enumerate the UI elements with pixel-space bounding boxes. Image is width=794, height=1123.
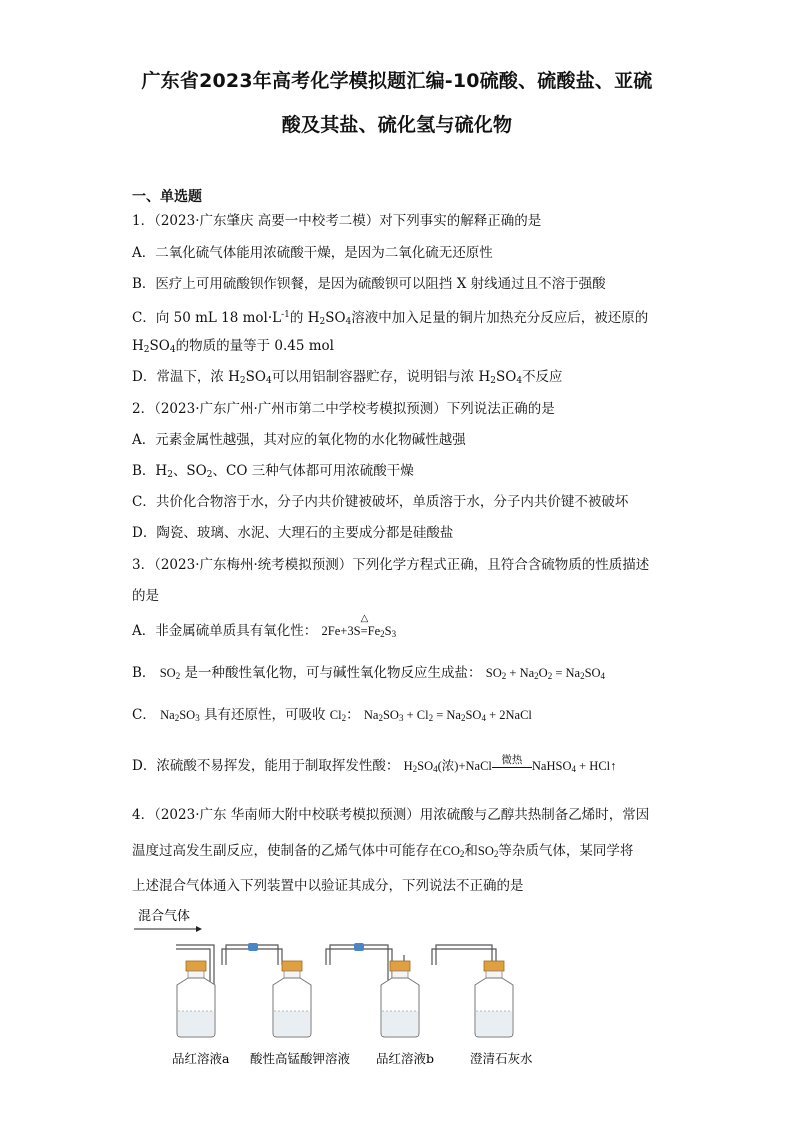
q3-option-b: B． $SO_2$ 是一种酸性氧化物，可与碱性氧化物反应生成盐： $SO_2 + Na_2O_2 = Na_2SO_4$ <box>132 665 606 681</box>
q1-option-a: A．二氧化硫气体能用浓硫酸干燥，是因为二氧化硫无还原性 <box>132 245 493 261</box>
q2-option-a: A．元素金属性越强，其对应的氧化物的水化物碱性越强 <box>132 432 466 448</box>
wash-bottle-4 <box>475 961 513 1037</box>
apparatus-figure <box>132 905 562 1070</box>
bottle-label-3: 品红溶液b <box>376 1051 435 1066</box>
wash-bottle-2 <box>273 961 311 1037</box>
q1-option-d: D．常温下，浓 $H_2SO_4$可以用铝制容器贮存，说明铝与浓 $H_2SO_4$不反应 <box>132 369 563 386</box>
mild-heat-condition: 微热 <box>501 754 523 766</box>
wash-bottle-1 <box>177 961 215 1037</box>
bottle-label-1: 品红溶液a <box>172 1051 230 1066</box>
q1-option-c-cont: $H_2SO_4$的物质的量等于 0.45 mol <box>132 338 334 355</box>
q1-stem: 1．（2023·广东肇庆 高要一中校考二模）对下列事实的解释正确的是 <box>132 213 542 229</box>
doc-title-line1: 广东省2023年高考化学模拟题汇编-10硫酸、硫酸盐、亚硫 <box>141 70 653 92</box>
connecting-tubes <box>176 945 496 1025</box>
q4-stem: 4．（2023·广东 华南师大附中校联考模拟预测）用浓硫酸与乙醇共热制备乙烯时，常因 <box>132 807 650 823</box>
heat-condition: △ <box>360 613 369 624</box>
section-heading: 一、单选题 <box>132 189 202 205</box>
q3-stem: 3．（2023·广东梅州·统考模拟预测）下列化学方程式正确，且符合含硫物质的性质描述 <box>132 557 650 573</box>
q2-option-b: B．$H_2$、$SO_2$、CO 三种气体都可用浓硫酸干燥 <box>132 463 414 480</box>
gas-label: 混合气体 <box>138 909 191 924</box>
q2-option-d: D．陶瓷、玻璃、水泥、大理石的主要成分都是硅酸盐 <box>132 525 454 541</box>
q4-stem-cont2: 上述混合气体通入下列装置中以验证其成分，下列说法不正确的是 <box>132 878 524 894</box>
q3-option-d: D．浓硫酸不易挥发，能用于制取挥发性酸： $H_2SO_4$(浓)+NaCl 微热 NaHSO$_4$ + HCl↑ <box>132 756 616 779</box>
doc-title-line2: 酸及其盐、硫化氢与硫化物 <box>281 114 513 136</box>
wash-bottle-3 <box>381 961 419 1037</box>
bottle-label-2: 酸性高锰酸钾溶液 <box>250 1051 351 1066</box>
flow-arrow-head <box>196 926 202 932</box>
q2-stem: 2．（2023·广东广州·广州市第二中学校考模拟预测）下列说法正确的是 <box>132 401 555 417</box>
q3-option-c: C． $Na_2SO_3$ 具有还原性，可吸收 $Cl_2$： $Na_2SO_3 + Cl_2 = Na_2SO_4$ + 2NaCl <box>132 707 532 723</box>
q3-stem-cont: 的是 <box>132 588 159 604</box>
q3-option-a: A．非金属硫单质具有氧化性： 2Fe+3S △ $=Fe_2S_3$ <box>132 621 396 644</box>
q1-option-c: C．向 50 mL 18 $mol\cdot L^{-1}$的 $H_2SO_4$溶液中加入足量的铜片加热充分反应后，被还原的 <box>132 310 649 327</box>
tube-valves <box>248 943 364 951</box>
q1-option-b: B．医疗上可用硫酸钡作钡餐，是因为硫酸钡可以阻挡 X 射线通过且不溶于强酸 <box>132 276 606 292</box>
q4-stem-cont: 温度过高发生副反应，使制备的乙烯气体中可能存在$CO_2$和$SO_2$等杂质气体，某同学将 <box>132 843 634 859</box>
bottle-label-4: 澄清石灰水 <box>470 1051 533 1066</box>
q2-option-c: C．共价化合物溶于水，分子内共价键被破坏，单质溶于水，分子内共价键不被破坏 <box>132 494 629 510</box>
